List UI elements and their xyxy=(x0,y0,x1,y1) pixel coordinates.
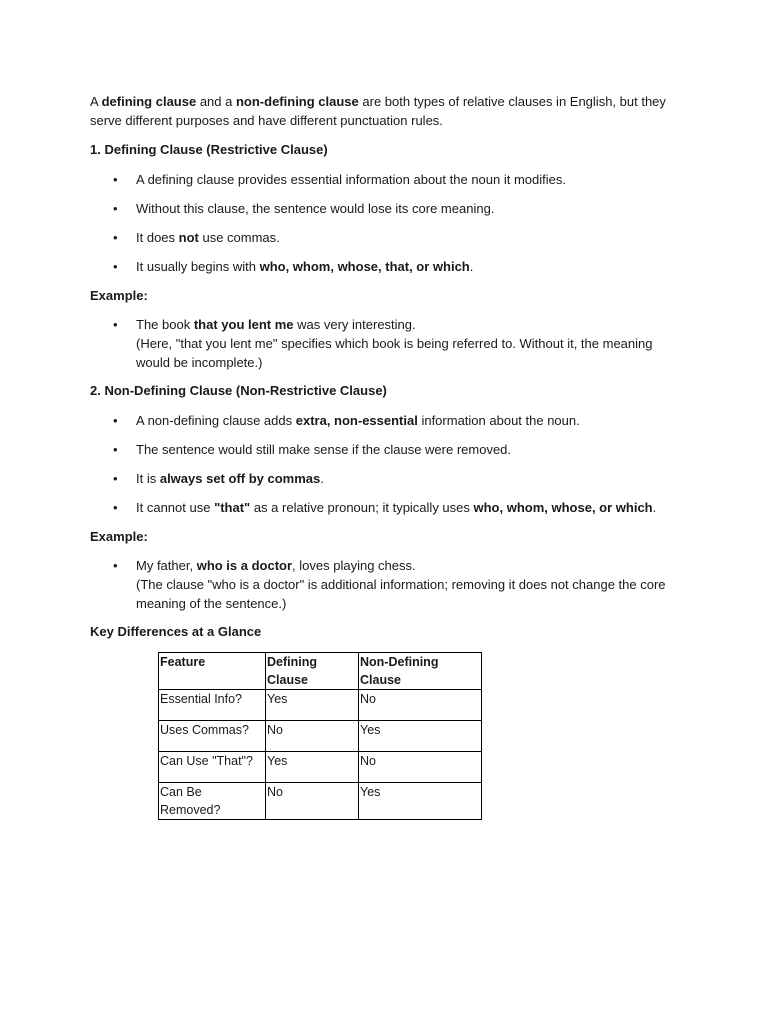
section2-list xyxy=(90,411,680,527)
list-item-bold: extra, non-essential xyxy=(295,413,418,428)
list-item-text: It does xyxy=(136,230,179,245)
list-item-bold: who, whom, whose, or which xyxy=(473,500,653,515)
table-cell: Yes xyxy=(359,721,482,752)
table-cell: Yes xyxy=(266,690,359,721)
list-item-text: . xyxy=(469,259,474,274)
example-bold: that you lent me xyxy=(193,317,294,332)
list-item-bold: not xyxy=(178,230,199,245)
table-cell: Uses Commas? xyxy=(159,721,266,752)
list-item-text: use commas. xyxy=(198,230,280,245)
column-header: Defining Clause xyxy=(266,653,359,690)
table-cell: No xyxy=(266,721,359,752)
list-item-bold: always set off by commas xyxy=(159,471,321,486)
section1-example-heading: Example: xyxy=(90,288,148,303)
table-row xyxy=(159,752,482,783)
list-item xyxy=(90,469,680,488)
example-text: , loves playing chess. xyxy=(292,558,416,573)
table-cell: No xyxy=(359,690,482,721)
section1-example-list xyxy=(90,315,680,382)
list-item-text: information about the noun. xyxy=(417,413,580,428)
list-item-text: The sentence would still make sense if the clause were removed. xyxy=(136,442,512,457)
table-row xyxy=(159,690,482,721)
list-item-text: A defining clause provides essential information about the noun it modifies. xyxy=(136,172,566,187)
example-text: was very interesting. xyxy=(293,317,416,332)
table-header-row xyxy=(159,653,482,690)
list-item-text: Without this clause, the sentence would lose its core meaning. xyxy=(136,201,495,216)
table-cell: Can Use "That"? xyxy=(159,752,266,783)
table-cell: Yes xyxy=(266,752,359,783)
intro-paragraph xyxy=(90,92,680,130)
column-header: Feature xyxy=(159,653,266,690)
list-item-bold: who, whom, whose, that, or which xyxy=(259,259,470,274)
intro-text: are both types of relative clauses in English, but they serve different purposes and have different punctuation rules. xyxy=(90,94,666,128)
example-bold: who is a doctor xyxy=(196,558,293,573)
table-row xyxy=(159,721,482,752)
table-cell: No xyxy=(266,783,359,820)
intro-term-non-defining: non-defining clause xyxy=(235,94,359,109)
table-cell: Yes xyxy=(359,783,482,820)
list-item xyxy=(90,411,680,430)
table-heading: Key Differences at a Glance xyxy=(90,624,262,639)
example-note: (Here, "that you lent me" specifies which book is being referred to. Without it, the meaning would be incomplete.) xyxy=(136,336,653,370)
section2-example-list xyxy=(90,556,680,623)
list-item-bold: "that" xyxy=(214,500,251,515)
list-item xyxy=(90,440,680,459)
table-cell: No xyxy=(359,752,482,783)
list-item-text: It is xyxy=(136,471,160,486)
list-item xyxy=(90,498,680,517)
section2-heading: 2. Non-Defining Clause (Non-Restrictive Clause) xyxy=(90,383,387,398)
list-item-text: . xyxy=(652,500,657,515)
column-header: Non-Defining Clause xyxy=(359,653,482,690)
table-row xyxy=(159,783,482,820)
example-item xyxy=(90,556,680,613)
list-item xyxy=(90,199,680,218)
intro-text: A xyxy=(90,94,102,109)
section1-list xyxy=(90,170,680,286)
example-text: The book xyxy=(136,317,194,332)
intro-term-defining: defining clause xyxy=(101,94,197,109)
intro-text: and a xyxy=(196,94,236,109)
list-item xyxy=(90,257,680,276)
list-item-text: A non-defining clause adds xyxy=(136,413,296,428)
section2-example-heading: Example: xyxy=(90,529,148,544)
list-item-text: . xyxy=(320,471,324,486)
example-item xyxy=(90,315,680,372)
section1-heading: 1. Defining Clause (Restrictive Clause) xyxy=(90,142,328,157)
list-item-text: It usually begins with xyxy=(136,259,260,274)
table-cell: Essential Info? xyxy=(159,690,266,721)
differences-table xyxy=(158,652,482,820)
list-item xyxy=(90,228,680,247)
list-item xyxy=(90,170,680,189)
list-item-text: as a relative pronoun; it typically uses xyxy=(250,500,474,515)
example-text: My father, xyxy=(136,558,197,573)
list-item-text: It cannot use xyxy=(136,500,215,515)
example-note: (The clause "who is a doctor" is additional information; removing it does not change the core meaning of the sentence.) xyxy=(136,577,666,611)
table-cell: Can Be Removed? xyxy=(159,783,266,820)
